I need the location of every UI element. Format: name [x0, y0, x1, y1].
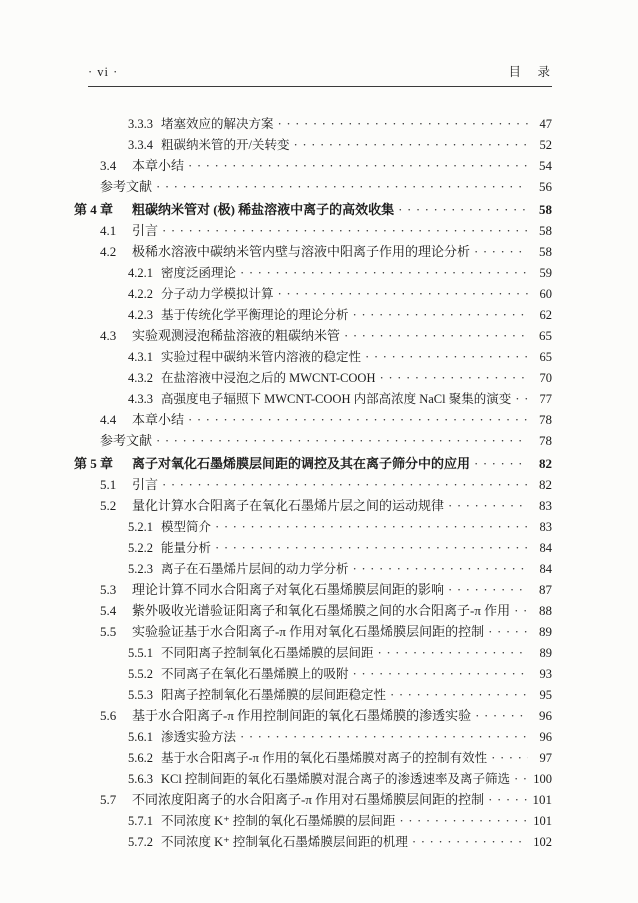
toc-entry-page: 59	[539, 266, 552, 280]
toc-entry-number: 4.2	[100, 244, 117, 259]
dot-leader	[240, 726, 528, 748]
toc-entry-title: 不同离子在氧化石墨烯膜上的吸附	[161, 667, 349, 681]
toc-entry-number: 4.4	[100, 412, 117, 427]
dot-leader	[188, 409, 528, 430]
dot-leader	[353, 558, 528, 580]
toc-entry-title: 实验验证基于水合阳离子-π 作用对氧化石墨烯膜层间距的控制	[132, 624, 485, 639]
toc-entry-title: 模型简介	[161, 520, 212, 534]
dot-leader	[215, 516, 528, 538]
dot-leader	[399, 810, 528, 832]
dot-leader	[215, 537, 528, 559]
toc-entry	[128, 684, 552, 705]
toc-entry-title: 高强度电子辐照下 MWCNT-COOH 内部高浓度 NaCl 聚集的演变	[161, 392, 512, 406]
toc-entry-number: 4.3.3	[128, 392, 153, 406]
dot-leader	[353, 304, 528, 326]
toc-entry-page: 84	[539, 562, 552, 576]
toc-entry-title: 离子在石墨烯片层间的动力学分析	[161, 562, 349, 576]
dot-leader	[365, 346, 528, 368]
toc-entry	[100, 621, 552, 642]
toc-entry-number: 4.3	[100, 328, 117, 343]
toc-entry-page: 89	[539, 646, 552, 660]
toc-entry-page: 58	[539, 223, 552, 238]
toc-entry-title: 本章小结	[132, 412, 185, 427]
toc-entry-number: 5.7	[100, 792, 117, 807]
toc-entry-title: 紫外吸收光谱验证阳离子和氧化石墨烯膜之间的水合阳离子-π 作用	[132, 603, 511, 618]
toc-entry	[128, 726, 552, 747]
toc-entry-number: 5.2.2	[128, 541, 153, 555]
dot-leader	[474, 453, 528, 474]
toc-entry-page: 95	[539, 688, 552, 702]
toc-entry-number: 4.3.2	[128, 371, 153, 385]
toc-entry-page: 65	[539, 350, 552, 364]
dot-leader	[488, 621, 528, 642]
toc-entry-page: 78	[539, 412, 552, 427]
toc-entry-number: 5.1	[100, 477, 117, 492]
dot-leader	[398, 199, 528, 220]
toc-entry-title: 渗透实验方法	[161, 730, 237, 744]
toc-entry-title: 实验过程中碳纳米管内溶液的稳定性	[161, 350, 362, 364]
toc-entry-page: 47	[539, 117, 552, 131]
toc-entry-page: 60	[539, 287, 552, 301]
toc-entry	[128, 304, 552, 325]
toc-entry-page: 100	[533, 772, 552, 786]
toc-entry-title: 离子对氧化石墨烯膜层间距的调控及其在离子筛分中的应用	[132, 456, 471, 471]
toc-entry-number: 4.1	[100, 223, 117, 238]
toc-entry	[100, 325, 552, 346]
dot-leader	[240, 262, 528, 284]
dot-leader	[474, 241, 528, 262]
toc-entry-title: 实验观测浸泡稀盐溶液的粗碳纳米管	[132, 328, 341, 343]
dot-leader	[448, 495, 528, 516]
toc-entry-title: 不同浓度 K⁺ 控制的氧化石墨烯膜的层间距	[161, 814, 396, 828]
toc-entry	[100, 430, 552, 451]
toc-entry-title: 粗碳纳米管的开/关转变	[161, 138, 290, 152]
toc-entry-number: 5.6	[100, 708, 117, 723]
toc-entry-title: 分子动力学模拟计算	[161, 287, 274, 301]
toc-entry-page: 78	[539, 433, 552, 448]
toc-entry	[100, 495, 552, 516]
dot-leader	[344, 325, 528, 346]
toc-entry-title: KCl 控制间距的氧化石墨烯膜对混合离子的渗透速率及离子筛选	[161, 772, 510, 786]
toc-entry-number: 5.6.1	[128, 730, 153, 744]
toc-entry	[100, 600, 552, 621]
toc-entry-page: 56	[539, 179, 552, 194]
toc-entry	[128, 388, 552, 409]
toc-entry-title: 引言	[132, 223, 159, 238]
toc-entry	[100, 220, 552, 241]
toc-entry	[128, 537, 552, 558]
toc-entry-title: 不同浓度 K⁺ 控制氧化石墨烯膜层间距的机理	[161, 835, 408, 849]
toc-entry	[100, 789, 552, 810]
toc-entry-title: 不同浓度阳离子的水合阳离子-π 作用对石墨烯膜层间距的控制	[132, 792, 485, 807]
toc-entry-number: 5.2	[100, 498, 117, 513]
toc-entry-page: 84	[539, 541, 552, 555]
toc-entry-page: 58	[539, 244, 552, 259]
toc-entry-number: 4.2.2	[128, 287, 153, 301]
dot-leader	[188, 155, 528, 176]
toc-entry-title: 粗碳纳米管对 (极) 稀盐溶液中离子的高效收集	[132, 202, 395, 217]
dot-leader	[488, 789, 528, 810]
toc-entry	[128, 558, 552, 579]
toc-entry-number: 5.2.1	[128, 520, 153, 534]
page-header	[88, 62, 552, 80]
toc-entry	[128, 346, 552, 367]
toc-entry	[128, 768, 552, 789]
toc-entry	[128, 663, 552, 684]
dot-leader	[162, 474, 528, 495]
toc-entry-number: 5.5.2	[128, 667, 153, 681]
toc-entry-page: 62	[539, 308, 552, 322]
toc-entry-number: 5.6.3	[128, 772, 153, 786]
header-rule	[88, 86, 552, 87]
toc-entry-title: 量化计算水合阳离子在氧化石墨烯片层之间的运动规律	[132, 498, 445, 513]
toc-entry-title: 堵塞效应的解决方案	[161, 117, 274, 131]
toc-entry-number: 4.2.3	[128, 308, 153, 322]
dot-leader	[379, 367, 528, 389]
toc-entry-number: 5.5.3	[128, 688, 153, 702]
dot-leader	[475, 705, 528, 726]
toc-list	[74, 113, 552, 852]
toc-entry	[100, 176, 552, 197]
toc-entry-number: 5.7.1	[128, 814, 153, 828]
toc-entry-title: 理论计算不同水合阳离子对氧化石墨烯膜层间距的影响	[132, 582, 445, 597]
dot-leader	[278, 113, 528, 135]
dot-leader	[514, 768, 528, 790]
toc-entry-page: 89	[539, 624, 552, 639]
dot-leader	[353, 663, 528, 685]
page-number-label: · vi ·	[88, 65, 119, 79]
toc-entry-number: 5.4	[100, 603, 117, 618]
toc-entry-page: 101	[533, 814, 552, 828]
toc-entry-page: 97	[539, 751, 552, 765]
toc-entry	[128, 113, 552, 134]
dot-leader	[412, 831, 528, 853]
toc-entry-title: 基于传统化学平衡理论的理论分析	[161, 308, 349, 322]
toc-entry	[128, 831, 552, 852]
toc-entry	[100, 579, 552, 600]
toc-entry-page: 82	[539, 477, 552, 492]
toc-entry	[100, 155, 552, 176]
toc-entry-number: 5.3	[100, 582, 117, 597]
toc-entry	[128, 747, 552, 768]
dot-leader	[162, 220, 528, 241]
toc-entry-page: 83	[539, 520, 552, 534]
toc-entry-number: 5.7.2	[128, 835, 153, 849]
dot-leader	[491, 747, 528, 769]
dot-leader	[278, 283, 528, 305]
toc-entry-page: 83	[539, 498, 552, 513]
toc-entry-number: 5.2.3	[128, 562, 153, 576]
toc-entry-title: 密度泛函理论	[161, 266, 237, 280]
toc-entry-title: 阳离子控制氧化石墨烯膜的层间距稳定性	[161, 688, 387, 702]
toc-entry	[100, 705, 552, 726]
header-title: 目 录	[508, 65, 552, 79]
dot-leader	[378, 642, 528, 664]
toc-entry-page: 96	[539, 730, 552, 744]
dot-leader	[390, 684, 528, 706]
toc-entry	[100, 409, 552, 430]
toc-entry-page: 65	[539, 328, 552, 343]
toc-entry-title: 参考文献	[100, 179, 153, 194]
toc-entry-number: 4.2.1	[128, 266, 153, 280]
toc-entry-page: 58	[539, 202, 552, 217]
dot-leader	[156, 430, 528, 451]
toc-entry-title: 基于水合阳离子-π 作用控制间距的氧化石墨烯膜的渗透实验	[132, 708, 472, 723]
toc-entry-title: 引言	[132, 477, 159, 492]
dot-leader	[293, 134, 528, 156]
toc-entry-title: 参考文献	[100, 433, 153, 448]
toc-entry-title: 能量分析	[161, 541, 212, 555]
toc-entry-page: 52	[539, 138, 552, 152]
dot-leader	[448, 579, 528, 600]
toc-entry-number: 5.6.2	[128, 751, 153, 765]
toc-entry-page: 88	[539, 603, 552, 618]
toc-entry	[100, 241, 552, 262]
toc-entry-number: 3.4	[100, 158, 117, 173]
dot-leader	[514, 600, 528, 621]
toc-entry-number: 3.3.4	[128, 138, 153, 152]
toc-entry-page: 93	[539, 667, 552, 681]
toc-entry-title: 极稀水溶液中碳纳米管内壁与溶液中阳离子作用的理论分析	[132, 244, 471, 259]
dot-leader	[515, 388, 528, 410]
toc-entry-page: 70	[539, 371, 552, 385]
toc-entry	[100, 474, 552, 495]
toc-entry-page: 82	[539, 456, 552, 471]
toc-entry-page: 77	[539, 392, 552, 406]
toc-entry-title: 在盐溶液中浸泡之后的 MWCNT-COOH	[161, 371, 376, 385]
toc-entry-number: 5.5	[100, 624, 117, 639]
toc-entry-title: 本章小结	[132, 158, 185, 173]
toc-entry-page: 101	[532, 792, 552, 807]
toc-entry	[128, 516, 552, 537]
toc-entry-number: 第 4 章	[74, 202, 114, 217]
toc-entry-page: 102	[533, 835, 552, 849]
dot-leader	[156, 176, 528, 197]
toc-entry	[74, 199, 552, 220]
toc-entry	[128, 283, 552, 304]
toc-entry	[128, 262, 552, 283]
toc-entry	[74, 453, 552, 474]
toc-entry	[128, 642, 552, 663]
toc-entry-number: 第 5 章	[74, 456, 114, 471]
toc-entry-page: 87	[539, 582, 552, 597]
toc-entry	[128, 134, 552, 155]
toc-entry	[128, 810, 552, 831]
toc-entry-page: 96	[539, 708, 552, 723]
toc-entry-number: 5.5.1	[128, 646, 153, 660]
toc-entry-title: 基于水合阳离子-π 作用的氧化石墨烯膜对离子的控制有效性	[161, 751, 488, 765]
toc-entry-title: 不同阳离子控制氧化石墨烯膜的层间距	[161, 646, 374, 660]
toc-entry-number: 3.3.3	[128, 117, 153, 131]
toc-entry-page: 54	[539, 158, 552, 173]
toc-entry-number: 4.3.1	[128, 350, 153, 364]
toc-entry	[128, 367, 552, 388]
